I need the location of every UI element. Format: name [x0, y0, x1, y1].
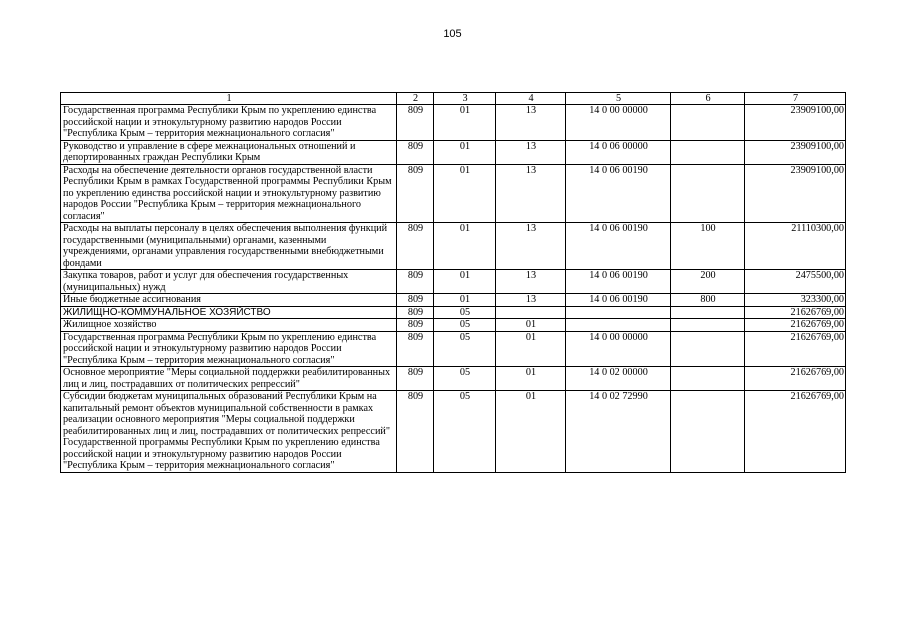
row-name-cell: Расходы на обеспечение деятельности органов государственной власти Республики Крым в рамках Государственной программы Республики Крым по укреплению единства российской нации и этнокультурному развитию народов России "Республика Крым – территория межнационального согласия": [61, 164, 397, 223]
row-col2-cell: 809: [397, 270, 434, 294]
table-row: [61, 306, 846, 319]
row-col4-cell: [496, 306, 566, 319]
row-name-cell: Государственная программа Республики Крым по укреплению единства российской нации и этнокультурному развитию народов России "Республика Крым – территория межнационального согласия": [61, 331, 397, 367]
row-col6-cell: 800: [671, 294, 745, 307]
row-col2-cell: 809: [397, 391, 434, 473]
row-col6-cell: [671, 367, 745, 391]
table-row: [61, 367, 846, 391]
row-col6-cell: [671, 319, 745, 332]
table-row: [61, 294, 846, 307]
row-amount-cell: 323300,00: [745, 294, 846, 307]
row-col4-cell: 13: [496, 164, 566, 223]
table-row: [61, 391, 846, 473]
row-amount-cell: 2475500,00: [745, 270, 846, 294]
header-col-5: 5: [566, 93, 671, 105]
header-col-7: 7: [745, 93, 846, 105]
row-amount-cell: 21626769,00: [745, 367, 846, 391]
row-col3-cell: 05: [434, 391, 496, 473]
row-col2-cell: 809: [397, 331, 434, 367]
row-amount-cell: 23909100,00: [745, 140, 846, 164]
row-col5-cell: 14 0 06 00190: [566, 164, 671, 223]
row-name-cell: ЖИЛИЩНО-КОММУНАЛЬНОЕ ХОЗЯЙСТВО: [61, 306, 397, 319]
row-col2-cell: 809: [397, 105, 434, 141]
row-col6-cell: [671, 331, 745, 367]
table-row: [61, 270, 846, 294]
header-col-1: 1: [61, 93, 397, 105]
row-amount-cell: 23909100,00: [745, 164, 846, 223]
row-amount-cell: 23909100,00: [745, 105, 846, 141]
row-col2-cell: 809: [397, 140, 434, 164]
row-amount-cell: 21626769,00: [745, 319, 846, 332]
table-row: [61, 319, 846, 332]
budget-table: [60, 92, 846, 473]
row-amount-cell: 21626769,00: [745, 331, 846, 367]
row-col4-cell: 13: [496, 270, 566, 294]
row-col3-cell: 01: [434, 294, 496, 307]
row-col4-cell: 13: [496, 223, 566, 270]
row-col5-cell: 14 0 06 00190: [566, 223, 671, 270]
header-col-6: 6: [671, 93, 745, 105]
row-col5-cell: 14 0 02 72990: [566, 391, 671, 473]
row-col6-cell: [671, 391, 745, 473]
row-col5-cell: 14 0 06 00190: [566, 270, 671, 294]
row-col5-cell: [566, 319, 671, 332]
row-name-cell: Основное мероприятие "Меры социальной поддержки реабилитированных лиц и лиц, пострадавших от политических репрессий": [61, 367, 397, 391]
row-col6-cell: [671, 140, 745, 164]
row-col3-cell: 05: [434, 306, 496, 319]
row-col6-cell: [671, 105, 745, 141]
row-amount-cell: 21110300,00: [745, 223, 846, 270]
row-col5-cell: [566, 306, 671, 319]
row-col4-cell: 01: [496, 319, 566, 332]
row-name-cell: Государственная программа Республики Крым по укреплению единства российской нации и этнокультурному развитию народов России "Республика Крым – территория межнационального согласия": [61, 105, 397, 141]
row-col3-cell: 01: [434, 105, 496, 141]
table-row: [61, 140, 846, 164]
row-name-cell: Иные бюджетные ассигнования: [61, 294, 397, 307]
row-col3-cell: 01: [434, 223, 496, 270]
row-col6-cell: 100: [671, 223, 745, 270]
row-col6-cell: 200: [671, 270, 745, 294]
row-col5-cell: 14 0 06 00190: [566, 294, 671, 307]
row-col3-cell: 01: [434, 164, 496, 223]
header-col-4: 4: [496, 93, 566, 105]
table-row: [61, 331, 846, 367]
header-col-2: 2: [397, 93, 434, 105]
header-row: [61, 93, 846, 105]
row-col6-cell: [671, 306, 745, 319]
row-col3-cell: 05: [434, 367, 496, 391]
row-col4-cell: 01: [496, 367, 566, 391]
row-col2-cell: 809: [397, 319, 434, 332]
header-col-3: 3: [434, 93, 496, 105]
row-col4-cell: 01: [496, 331, 566, 367]
row-col2-cell: 809: [397, 223, 434, 270]
row-col5-cell: 14 0 02 00000: [566, 367, 671, 391]
row-name-cell: Руководство и управление в сфере межнациональных отношений и депортированных граждан Республики Крым: [61, 140, 397, 164]
row-name-cell: Закупка товаров, работ и услуг для обеспечения государственных (муниципальных) нужд: [61, 270, 397, 294]
row-amount-cell: 21626769,00: [745, 391, 846, 473]
row-col2-cell: 809: [397, 306, 434, 319]
row-col5-cell: 14 0 00 00000: [566, 105, 671, 141]
table-row: [61, 223, 846, 270]
row-col4-cell: 13: [496, 105, 566, 141]
row-name-cell: Субсидии бюджетам муниципальных образований Республики Крым на капитальный ремонт объектов муниципальной собственности в рамках реализации основного мероприятия "Меры социальной поддержки реабилитированных лиц и лиц, пострадавших от политических репрессий" Государственной программы Республики Крым по укреплению единства российской нации и этнокультурному развитию народов России "Республика Крым – территория межнационального согласия": [61, 391, 397, 473]
row-amount-cell: 21626769,00: [745, 306, 846, 319]
row-col5-cell: 14 0 06 00000: [566, 140, 671, 164]
row-col2-cell: 809: [397, 294, 434, 307]
row-col3-cell: 01: [434, 270, 496, 294]
row-col3-cell: 05: [434, 319, 496, 332]
table-row: [61, 164, 846, 223]
table-row: [61, 105, 846, 141]
row-col4-cell: 13: [496, 294, 566, 307]
page-number: 105: [443, 28, 462, 40]
row-col2-cell: 809: [397, 367, 434, 391]
row-col5-cell: 14 0 00 00000: [566, 331, 671, 367]
row-name-cell: Жилищное хозяйство: [61, 319, 397, 332]
row-col6-cell: [671, 164, 745, 223]
row-col3-cell: 01: [434, 140, 496, 164]
row-col3-cell: 05: [434, 331, 496, 367]
row-col4-cell: 13: [496, 140, 566, 164]
row-name-cell: Расходы на выплаты персоналу в целях обеспечения выполнения функций государственными (муниципальными) органами, казенными учреждениями, органами управления государственными внебюджетными фондами: [61, 223, 397, 270]
row-col4-cell: 01: [496, 391, 566, 473]
row-col2-cell: 809: [397, 164, 434, 223]
